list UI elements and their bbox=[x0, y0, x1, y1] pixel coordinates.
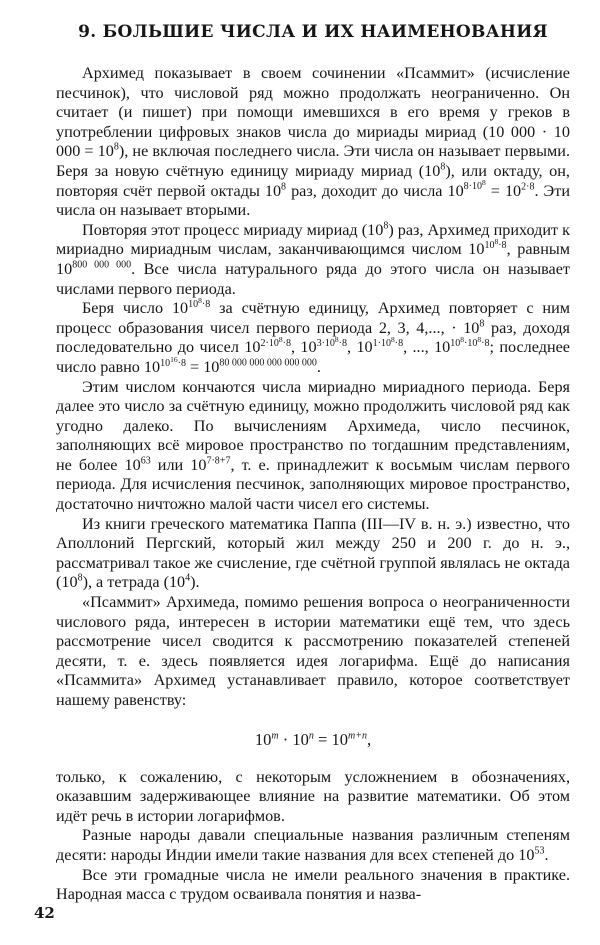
paragraph-6: «Псаммит» Архимеда, помимо решения вопроса о неограниченности числового ряда, интересен в истории математики ещё тем, что здесь рассмотрение чисел сводится к рассмотрению показателей степеней десяти, т. е. здесь появляется идея логарифма. Ещё до написания «Псаммита» Архимед устанавливает правило, которое соответствует нашему равенству: bbox=[56, 593, 570, 709]
page-content bbox=[56, 22, 570, 905]
paragraph-2: Повторяя этот процесс мириаду мириад $(10^8)$ раз, Архимед приходит к мириадно мириадным числам, заканчивающимся числом $10^{10^8\cdot 8}$, равным $10^{800 000 000}$. Все числа натурального ряда до этого числа он называет числами первого периода. bbox=[56, 220, 570, 298]
paragraph-1: Архимед показывает в своем сочинении «Псаммит» (исчисление песчинок), что числовой ряд можно продолжать неограниченно. Он считает (и пишет) при помощи имевшихся в его время у греков в употреблении цифровых знаков числа до мириады мириад (10 000 · 10 $000 = 10^8$), не включая последнего числа. Эти числа он называет первыми. Беря за новую счётную единицу мириаду мириад $(10^8)$, или октаду, он, повторяя счёт первой октады $10^8$ раз, доходит до числа $10^{8\cdot 10^8} = 10^{2\cdot 8}$. Эти числа он называет вторыми. bbox=[56, 64, 570, 220]
paragraph-8: Разные народы давали специальные названия различным степеням десяти: народы Индии имели такие названия для всех степеней до $10^{53}$. bbox=[56, 826, 570, 864]
paragraph-7: только, к сожалению, с некоторым усложнением в обозначениях, оказавшим задерживающее влияние на развитие математики. Об этом идёт речь в истории логарифмов. bbox=[56, 767, 570, 825]
paragraph-9: Все эти громадные числа не имели реального значения в практике. Народная масса с трудом осваивала понятия и назва- bbox=[56, 865, 570, 904]
paragraph-4: Этим числом кончаются числа мириадно мириадного периода. Беря далее это число за счётную единицу, можно продолжить числовой ряд как угодно далеко. По вычислениям Архимеда, число песчинок, заполняющих всё мировое пространство по тогдашним представлениям, не более $10^{63}$ или $10^{7\cdot 8+7}$, т. е. принадлежит к восьмым числам первого периода. Для исчисления песчинок, заполняющих мировое пространство, достаточно ничтожно малой части чисел его системы. bbox=[56, 377, 570, 514]
paragraph-5: Из книги греческого математика Паппа (III—IV в. н. э.) известно, что Аполлоний Пергский, который жил между 250 и 200 г. до н. э., рассматривал такое же счисление, где счётной группой являлась не октада $(10^8)$, а тетрада $(10^4)$. bbox=[56, 514, 570, 592]
paragraph-3: Беря число $10^{10^8\cdot 8}$ за счётную единицу, Архимед повторяет с ним процесс образования чисел первого периода 2, 3, 4,..., · $10^8$ раз, доходя последовательно до чисел $10^{2\cdot 10^8\cdot 8}$, $10^{3\cdot 10^8\cdot 8}$, $10^{1\cdot 10^8\cdot 8}$, ..., $10^{10^8\cdot 10^8\cdot 8}$; последнее число равно $10^{10^{16}\cdot 8} = 10^{80 000 000 000 000 000}$. bbox=[56, 295, 571, 376]
section-title: 9. БОЛЬШИЕ ЧИСЛА И ИХ НАИМЕНОВАНИЯ bbox=[78, 22, 548, 42]
formula: $10^m \cdot 10^n = 10^{m+n}$, bbox=[254, 729, 372, 749]
page-number: 42 bbox=[34, 904, 55, 922]
